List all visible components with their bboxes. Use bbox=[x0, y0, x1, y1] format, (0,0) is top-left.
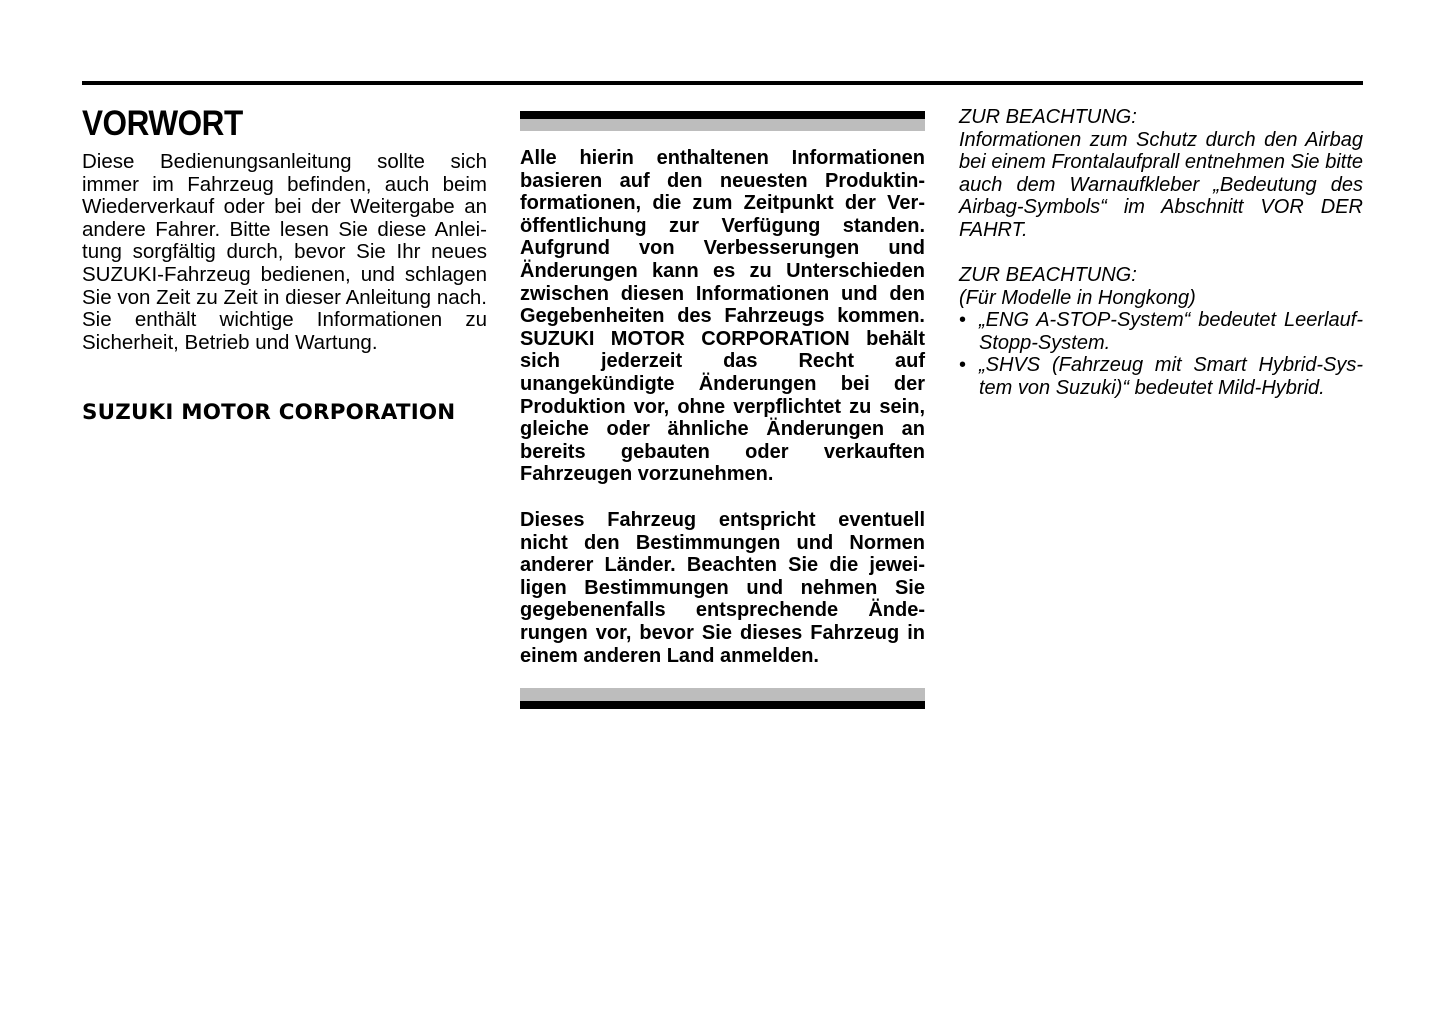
note-body: Informationen zum Schutz durch den Airbag bei einem Frontalaufprall entnehmen Sie bitte auch dem Warnaufkleber „Bedeutung des Airbag-Symbols“ im Abschnitt VOR DER FAHRT. bbox=[959, 128, 1363, 241]
note-airbag bbox=[959, 106, 1363, 242]
company-name: SUZUKI MOTOR CORPORATION bbox=[82, 400, 456, 424]
notice-top-gray-bar bbox=[520, 119, 925, 131]
note-heading: ZUR BEACHTUNG: bbox=[959, 106, 1137, 128]
notice-paragraph-2: Dieses Fahrzeug entspricht eventuell nicht den Bestimmungen und Normen anderer Länder. Beachten Sie die jeweiligen Bestimmungen und nehmen Sie gegebenenfalls entsprechende Änderungen vor, bevor Sie dieses Fahrzeug in einem anderen Land anmelden. bbox=[520, 509, 925, 667]
notice-top-black-bar bbox=[520, 111, 925, 119]
intro-paragraph: Diese Bedienungsanleitung sollte sich immer im Fahrzeug befinden, auch beim Wiederverkauf oder bei der Weitergabe an andere Fahrer. Bitte lesen Sie diese Anleitung sorgfältig durch, bevor Sie Ihr neues SUZUKI-Fahrzeug bedienen, und schlagen Sie von Zeit zu Zeit in dieser Anleitung nach. Sie enthält wichtige Informationen zu Sicherheit, Betrieb und Wartung. bbox=[82, 150, 487, 354]
top-rule bbox=[82, 81, 1363, 85]
page-title: VORWORT bbox=[82, 104, 243, 143]
note-bullet-list bbox=[959, 309, 1363, 399]
list-item bbox=[959, 354, 1363, 399]
note-subheading: (Für Modelle in Hongkong) bbox=[959, 286, 1196, 309]
bullet-icon: • bbox=[959, 354, 967, 377]
list-item bbox=[959, 309, 1363, 354]
notice-paragraph-1: Alle hierin enthaltenen Informationen basieren auf den neuesten Produktinformationen, die zum Zeitpunkt der Veröffentlichung zur Verfügung standen. Aufgrund von Verbesserungen und Änderungen kann es zu Unterschieden zwischen diesen Informationen und den Gegebenheiten des Fahrzeugs kommen. SUZUKI MOTOR CORPORATION behält sich jederzeit das Recht auf unangekündigte Änderungen bei der Produktion vor, ohne verpflichtet zu sein, gleiche oder ähnliche Änderungen an bereits gebauten oder verkauften Fahrzeugen vorzunehmen. bbox=[520, 147, 925, 486]
notice-bottom-black-bar bbox=[520, 701, 925, 709]
list-item-text: „ENG A-STOP-System“ bedeutet Leerlauf-Stopp-System. bbox=[979, 309, 1363, 354]
bullet-icon: • bbox=[959, 309, 967, 332]
list-item-text: „SHVS (Fahrzeug mit Smart Hybrid-System von Suzuki)“ bedeutet Mild-Hybrid. bbox=[979, 354, 1363, 399]
note-hongkong bbox=[959, 264, 1363, 400]
note-heading: ZUR BEACHTUNG: bbox=[959, 264, 1137, 286]
notice-bottom-gray-bar bbox=[520, 688, 925, 701]
